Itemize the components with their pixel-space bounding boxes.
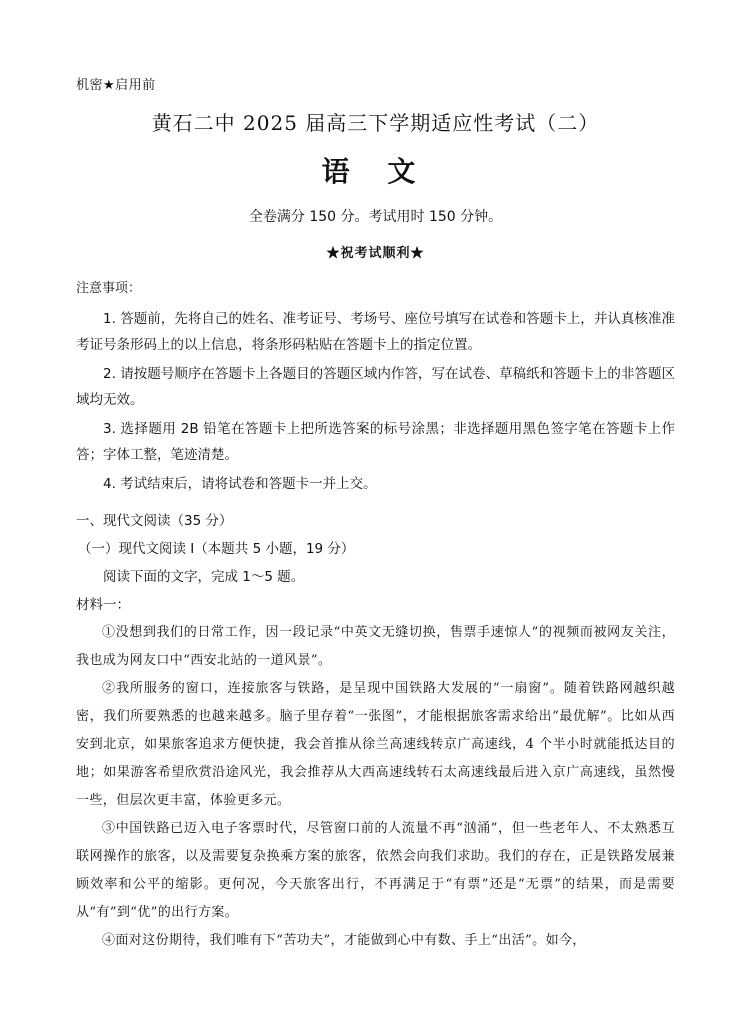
score-time-line: 全卷满分 150 分。考试用时 150 分钟。 bbox=[248, 209, 503, 225]
secret-label: 机密★启用前 bbox=[76, 78, 156, 93]
paragraph-3: ③中国铁路已迈入电子客票时代，尽管窗口前的人流量不再“汹涌”，但一些老年人、不太熟悉互联网操作的旅客，以及需要复杂换乘方案的旅客，依然会向我们求助。我们的存在，正是铁路发展兼顾效率和公平的缩影。更何况，今天旅客出行，不再满足于“有票”还是“无票”的结果，而是需要从“有”到“优”的出行方案。 bbox=[76, 821, 675, 920]
paragraph-2: ②我所服务的窗口，连接旅客与铁路，是呈现中国铁路大发展的“一扇窗”。随着铁路网越织越密，我们所要熟悉的也越来越多。脑子里存着“一张图”，才能根据旅客需求给出“最优解”。比如从西安到北京，如果旅客追求方便快捷，我会首推从徐兰高速线转京广高速线，4 个半小时就能抵达目的地；如果游客希望欣赏沿途风光，我会推荐从大西高速线转石太高速线最后进入京广高速线，虽然慢一些，但层次更丰富，体验更多元。 bbox=[76, 681, 675, 808]
notice-heading: 注意事项： bbox=[76, 281, 142, 296]
subject-title: 语 文 bbox=[321, 155, 430, 188]
good-luck-line: ★祝考试顺利★ bbox=[326, 246, 425, 261]
notice-item-2: 2. 请按题号顺序在答题卡上各题目的答题区域内作答，写在试卷、草稿纸和答题卡上的非答题区域均无效。 bbox=[76, 366, 675, 408]
notice-item-3: 3. 选择题用 2B 铅笔在答题卡上把所选答案的标号涂黑；非选择题用黑色签字笔在答题卡上作答；字体工整，笔迹清楚。 bbox=[76, 421, 675, 463]
exam-title: 黄石二中 2025 届高三下学期适应性考试（二） bbox=[151, 111, 600, 135]
reading-instruction: 阅读下面的文字，完成 1～5 题。 bbox=[103, 569, 305, 585]
subsection-title: （一）现代文阅读 Ⅰ（本题共 5 小题，19 分） bbox=[78, 541, 355, 557]
section-title: 一、现代文阅读（35 分） bbox=[76, 513, 233, 529]
paragraph-1: ①没想到我们的日常工作，因一段记录“中英文无缝切换，售票手速惊人”的视频而被网友关注，我也成为网友口中“西安北站的一道风景”。 bbox=[76, 625, 675, 668]
material-label: 材料一： bbox=[76, 597, 130, 613]
paragraph-4: ④面对这份期待，我们唯有下“苦功夫”，才能做到心中有数、手上“出活”。如今， bbox=[102, 933, 586, 948]
notice-item-4: 4. 考试结束后，请将试卷和答题卡一并上交。 bbox=[103, 476, 377, 492]
notice-item-1: 1. 答题前，先将自己的姓名、准考证号、考场号、座位号填写在试卷和答题卡上，并认真核准准考证号条形码上的以上信息，将条形码粘贴在答题卡上的指定位置。 bbox=[76, 311, 675, 353]
